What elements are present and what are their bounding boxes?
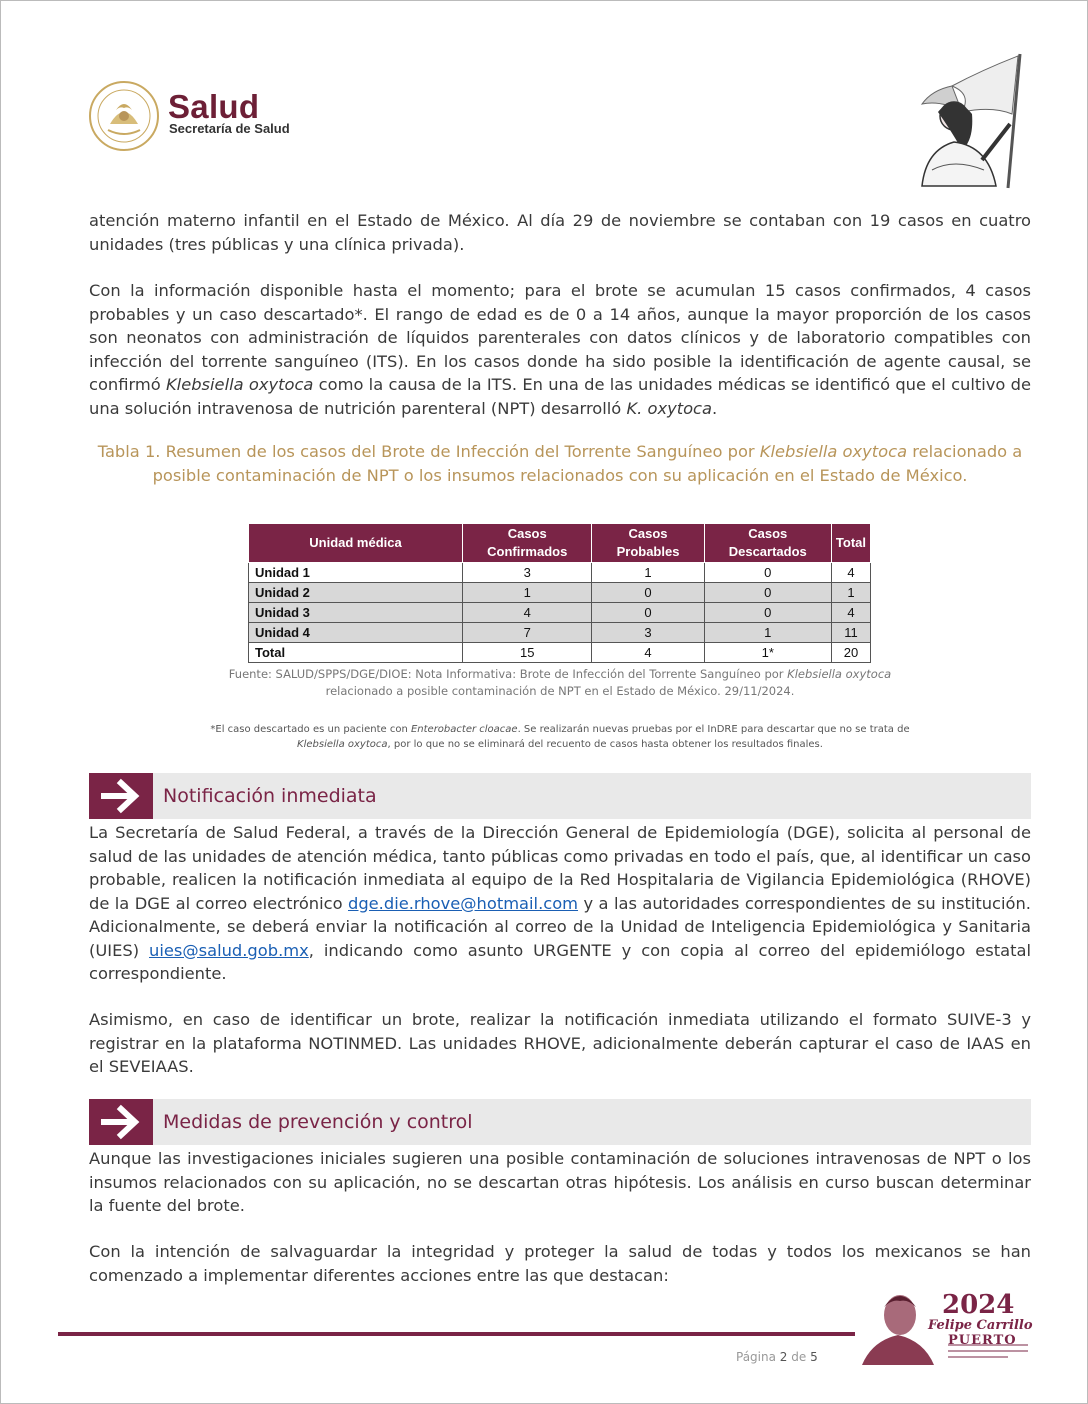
header-cell: Casos Probables bbox=[592, 524, 704, 563]
table-cell: Unidad 4 bbox=[249, 623, 463, 643]
prevention-paragraph bbox=[89, 1147, 1031, 1218]
cases-text-a: Con la información disponible hasta el momento; para el brote se acumulan 15 casos confirmados, 4 casos probables y un caso descartado*. El rango de edad es de 0 a 14 años, aunque la mayor proporción de los casos son neonatos con administración de líquidos parenterales con datos clínicos y de laboratorio compatibles con infección del torrente sanguíneo (ITS). En los casos donde ha sido posible la identificación de agente causal, se confirmó bbox=[89, 281, 1031, 394]
table-cell: 3 bbox=[592, 623, 704, 643]
arrow-right-icon bbox=[101, 778, 141, 814]
notification-text-a: La Secretaría de Salud Federal, a través de la Dirección General de Epidemiología (DGE), solicita al personal de salud de las unidades de atención médica, tanto públicas como privadas en todo el país, que, al identificar un caso probable, realicen la notificación inmediata al equipo de la Red Hospitalaria de Vigilancia Epidemiológica (RHOVE) de la DGE al correo electrónico bbox=[89, 823, 1031, 913]
table-footnote bbox=[210, 722, 910, 752]
actions-text: Con la intención de salvaguardar la integridad y proteger la salud de todas y todos los mexicanos se han comenzado a implementar diferentes acciones entre las que destacan: bbox=[89, 1242, 1031, 1285]
logo-title: Salud bbox=[168, 88, 260, 125]
table-cell: 4 bbox=[463, 603, 592, 623]
table-cell: 0 bbox=[704, 603, 831, 623]
notification-text-c: , indicando como asunto URGENTE y con copia al correo del epidemiólogo estatal correspondiente. bbox=[89, 940, 1031, 983]
table-row bbox=[249, 583, 871, 603]
outbreak-text: Asimismo, en caso de identificar un brote, realizar la notificación inmediata utilizando el formato SUIVE-3 y registrar en la plataforma NOTINMED. Las unidades RHOVE, adicionalmente deberán capturar el caso de IAAS en el SEVEIAAS. bbox=[89, 1010, 1031, 1076]
cases-paragraph bbox=[89, 279, 1031, 420]
historic-woman-flag-illustration bbox=[892, 50, 1032, 190]
table-cell: 11 bbox=[831, 623, 870, 643]
notification-paragraph bbox=[89, 821, 1031, 986]
intro-paragraph bbox=[89, 209, 1031, 256]
prevention-text: Aunque las investigaciones iniciales sugieren una posible contaminación de soluciones intravenosas de NPT o los insumos relacionados con su aplicación, no se descartan otras hipótesis. Los análisis en curso buscan determinar la fuente del brote. bbox=[89, 1149, 1031, 1215]
footer-rule bbox=[58, 1332, 855, 1336]
table-cell: 15 bbox=[463, 643, 592, 663]
arrow-box bbox=[89, 773, 153, 819]
source-species: Klebsiella oxytoca bbox=[787, 667, 892, 681]
table-cell: 1 bbox=[704, 623, 831, 643]
anniversary-name: Felipe Carrillo bbox=[928, 1318, 1033, 1333]
source-text-a: Fuente: SALUD/SPPS/DGE/DIOE: Nota Informativa: Brote de Infección del Torrente Sanguíneo por bbox=[228, 667, 788, 681]
table-cell: 0 bbox=[592, 583, 704, 603]
table-cell: 4 bbox=[831, 603, 870, 623]
source-text-b: relacionado a posible contaminación de NPT en el Estado de México. 29/11/2024. bbox=[325, 684, 795, 698]
section-title: Notificación inmediata bbox=[163, 785, 377, 807]
actions-paragraph bbox=[89, 1240, 1031, 1287]
outbreak-paragraph bbox=[89, 1008, 1031, 1079]
intro-text: atención materno infantil en el Estado de México. Al día 29 de noviembre se contaban con 19 casos en cuatro unidades (tres públicas y una clínica privada). bbox=[89, 211, 1031, 254]
table-cell: 20 bbox=[831, 643, 870, 663]
table-total-row bbox=[249, 643, 871, 663]
table-cell: 0 bbox=[592, 603, 704, 623]
page-total: 5 bbox=[810, 1350, 818, 1364]
page-current: 2 bbox=[779, 1350, 788, 1364]
table-row bbox=[249, 563, 871, 583]
cases-text-c: . bbox=[712, 398, 718, 418]
page-of: de bbox=[791, 1350, 807, 1364]
footnote-species1: Enterobacter cloacae bbox=[410, 724, 518, 735]
section-title: Medidas de prevención y control bbox=[163, 1111, 473, 1133]
section-header-medidas bbox=[89, 1099, 1031, 1145]
rhove-email-link[interactable]: dge.die.rhove@hotmail.com bbox=[348, 893, 579, 913]
section-header-notificacion bbox=[89, 773, 1031, 819]
table-row bbox=[249, 623, 871, 643]
cases-text-b: como la causa de la ITS. En una de las unidades médicas se identificó que el cultivo de una solución intravenosa de nutrición parenteral (NPT) desarrolló bbox=[89, 375, 1032, 418]
national-emblem-icon bbox=[88, 80, 160, 152]
footnote-text-b: . Se realizarán nuevas pruebas por el InDRE para descartar que no se trata de bbox=[517, 724, 910, 735]
page-number bbox=[736, 1350, 818, 1364]
table-caption bbox=[89, 440, 1031, 488]
table-cell: 1* bbox=[704, 643, 831, 663]
species-name: Klebsiella oxytoca bbox=[166, 375, 314, 394]
table-cell: Unidad 1 bbox=[249, 563, 463, 583]
table-cell: 4 bbox=[592, 643, 704, 663]
table-cell: 1 bbox=[831, 583, 870, 603]
uies-email-link[interactable]: uies@salud.gob.mx bbox=[149, 940, 309, 960]
table-cell: 0 bbox=[704, 563, 831, 583]
caption-text-b: relacionado a posible contaminación de NPT o los insumos relacionados con su aplicación en el Estado de México. bbox=[152, 442, 1023, 485]
header-cell: Casos Confirmados bbox=[463, 524, 592, 563]
table-cell: 1 bbox=[592, 563, 704, 583]
notification-text-b: y a las autoridades correspondientes de su institución. Adicionalmente, se deberá enviar la notificación al correo de la Unidad de Inteligencia Epidemiológica y Sanitaria (UIES) bbox=[89, 893, 1031, 960]
footnote-text-a: *El caso descartado es un paciente con bbox=[210, 724, 411, 735]
species-abbrev: K. oxytoca bbox=[626, 398, 712, 418]
arrow-right-icon bbox=[101, 1104, 141, 1140]
table-header-row bbox=[249, 524, 871, 563]
page-label: Página bbox=[736, 1350, 776, 1364]
logo-subtitle: Secretaría de Salud bbox=[169, 121, 290, 136]
table-source bbox=[228, 666, 892, 700]
footnote-species2: Klebsiella oxytoca bbox=[297, 739, 388, 750]
cases-summary-table bbox=[248, 523, 871, 663]
table-row bbox=[249, 603, 871, 623]
arrow-box bbox=[89, 1099, 153, 1145]
header-cell: Total bbox=[831, 524, 870, 563]
table-cell: 0 bbox=[704, 583, 831, 603]
footnote-text-c: , por lo que no se eliminará del recuento de casos hasta obtener los resultados finales. bbox=[387, 739, 823, 750]
table-cell: Unidad 3 bbox=[249, 603, 463, 623]
table-cell: 3 bbox=[463, 563, 592, 583]
anniversary-name-last: PUERTO bbox=[948, 1333, 1017, 1348]
table-cell: Unidad 2 bbox=[249, 583, 463, 603]
table-cell: Total bbox=[249, 643, 463, 663]
table-cell: 7 bbox=[463, 623, 592, 643]
header-cell: Casos Descartados bbox=[704, 524, 831, 563]
anniversary-year: 2024 bbox=[942, 1290, 1015, 1320]
header-cell: Unidad médica bbox=[249, 524, 463, 563]
caption-species: Klebsiella oxytoca bbox=[759, 442, 908, 461]
table-cell: 4 bbox=[831, 563, 870, 583]
table-cell: 1 bbox=[463, 583, 592, 603]
caption-text-a: Tabla 1. Resumen de los casos del Brote de Infección del Torrente Sanguíneo por bbox=[97, 442, 760, 461]
